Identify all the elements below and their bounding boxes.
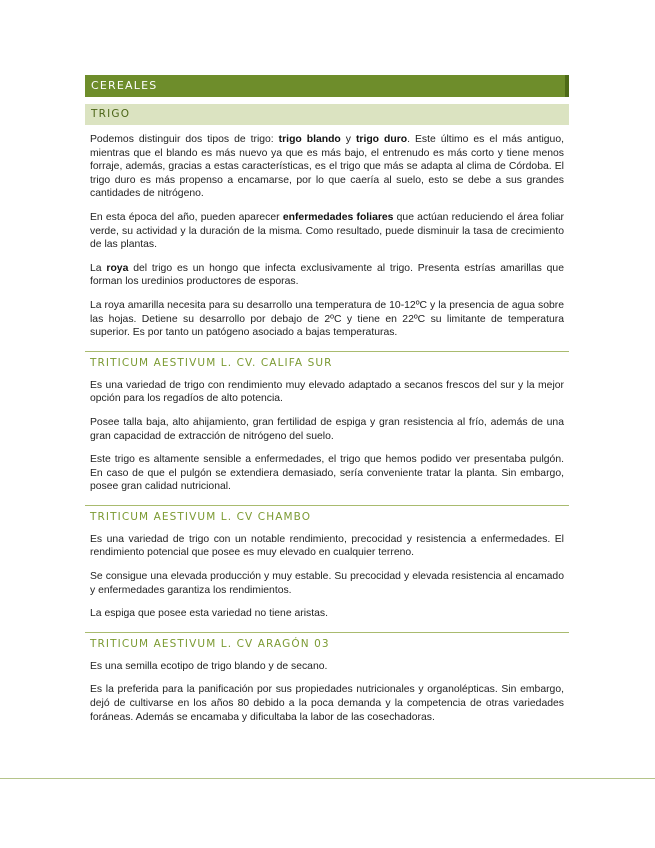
paragraph: Es una variedad de trigo con rendimiento muy elevado adaptado a secanos frescos del sur y la mejor opción para los regadíos de alto potencia. [90, 379, 564, 405]
footer-divider [0, 778, 655, 779]
bold-term: trigo duro [355, 134, 408, 145]
paragraph: La espiga que posee esta variedad no tiene aristas. [90, 608, 328, 620]
section-heading: CEREALES [85, 75, 569, 97]
variety-heading-califa: TRITICUM AESTIVUM L. CV. CALIFA SUR [85, 351, 569, 371]
paragraph: La roya amarilla necesita para su desarrollo una temperatura de 10-12ºC y la presencia de agua sobre las hojas. Detiene su desarrollo por debajo de 2ºC y tiene en 22ºC su limitante de temperatura superior. Es por tanto un patógeno asociado a bajas temperaturas. [90, 299, 564, 339]
subsection-heading: TRIGO [85, 104, 569, 125]
paragraph: Es la preferida para la panificación por sus propiedades nutricionales y organolépticas. Sin embargo, dejó de cultivarse en los años 80 debido a la poca demanda y la competencia de otras variedades foráneas. Además se encamaba y dificultaba la labor de las cosechadoras. [90, 684, 564, 723]
bold-term: trigo blando [278, 134, 341, 145]
bold-term: enfermedades foliares [282, 211, 394, 223]
document-body [85, 75, 569, 734]
paragraph: Es una semilla ecotipo de trigo blando y de secano. [90, 660, 328, 672]
paragraph: La roya del trigo es un hongo que infecta exclusivamente al trigo. Presenta estrías amarillas que forman los uredinios productores de esporas. [90, 262, 564, 288]
paragraph: Es una variedad de trigo con un notable rendimiento, precocidad y resistencia a enfermedades. El rendimiento potencial que posee es muy elevado en cualquier terreno. [90, 533, 564, 559]
paragraph: Se consigue una elevada producción y muy estable. Su precocidad y elevada resistencia al encamado y enfermedades garantiza los rendimientos. [90, 571, 564, 596]
paragraph: Podemos distinguir dos tipos de trigo: trigo blando y trigo duro. Este último es el más antiguo, mientras que el blando es más nuevo ya que es más bajo, el entrenudo es más corto y tiene menos forraje, además, gracias a estas características, es el trigo que más se adapta al clima de Córdoba. El trigo duro es más propenso a encamarse, por lo que caería al suelo, esto se debe a sus grandes cantidades de nitrógeno. [90, 134, 564, 200]
variety-heading-chambo: TRITICUM AESTIVUM L. CV CHAMBO [85, 505, 569, 525]
paragraph: Este trigo es altamente sensible a enfermedades, el trigo que hemos podido ver presentaba pulgón. En caso de que el pulgón se extendiera demasiado, sería conveniente tratar la planta. Sin embargo, posee gran calidad nutricional. [90, 454, 564, 493]
paragraph: En esta época del año, pueden aparecer enfermedades foliares que actúan reduciendo el área foliar verde, su actividad y la duración de la misma. Como resultado, puede disminuir la tasa de crecimiento de las plantas. [90, 211, 564, 251]
paragraph: Posee talla baja, alto ahijamiento, gran fertilidad de espiga y gran resistencia al frío, además de una gran capacidad de extracción de nitrógeno del suelo. [90, 416, 564, 442]
variety-heading-aragon: TRITICUM AESTIVUM L. CV ARAGÓN 03 [85, 632, 569, 652]
bold-term: roya [106, 262, 129, 274]
